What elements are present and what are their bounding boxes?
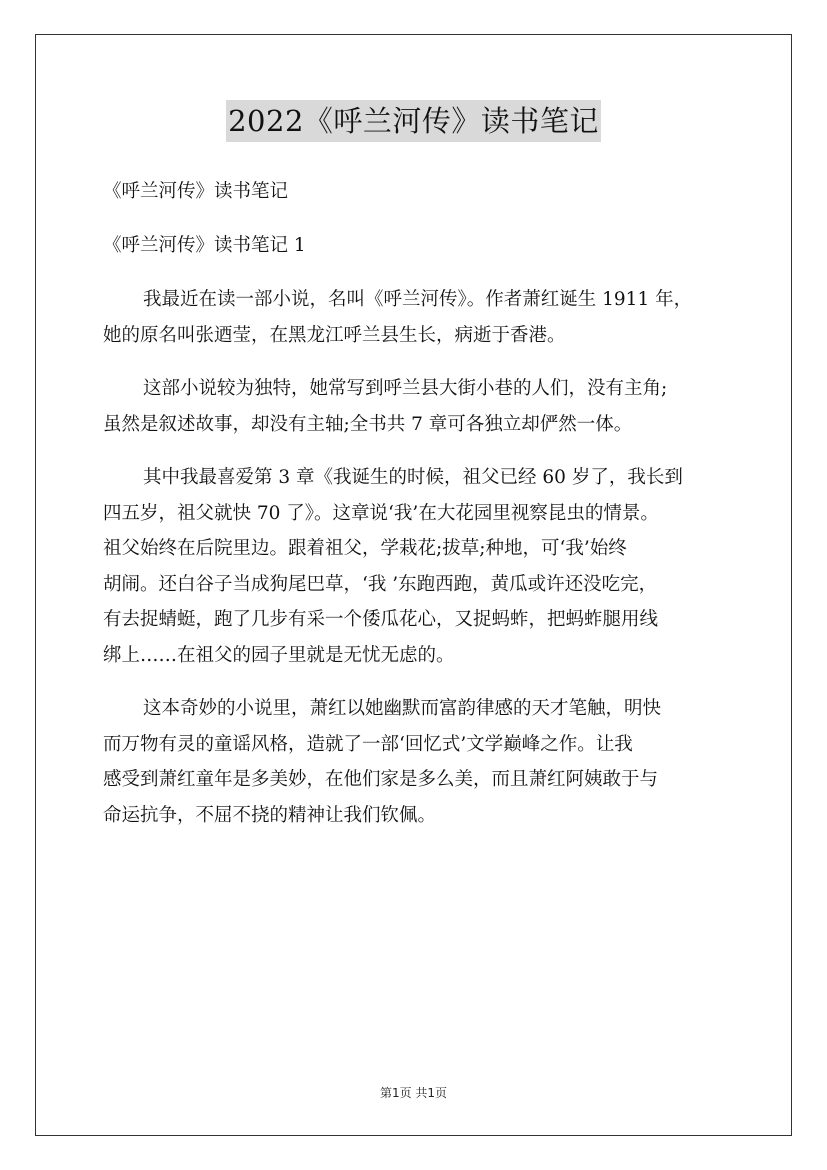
text-line: 而万物有灵的童谣风格，造就了一部‘回忆式’文学巅峰之作。让我	[103, 733, 633, 755]
page-footer: 第1页 共1页	[379, 1086, 448, 1100]
text-line: 其中我最喜爱第 3 章《我诞生的时候，祖父已经 60 岁了，我长到	[143, 467, 683, 488]
text-line: 她的原名叫张迺莹，在黑龙江呼兰县生长，病逝于香港。	[103, 324, 566, 346]
paragraph-4	[103, 691, 728, 833]
subheading: 《呼兰河传》读书笔记	[103, 181, 289, 202]
paragraph-2	[103, 371, 728, 442]
text-line: 祖父始终在后院里边。跟着祖父，学栽花;拔草;种地，可‘我’始终	[103, 538, 627, 559]
text-line: 虽然是叙述故事，却没有主轴;全书共 7 章可各独立却俨然一体。	[103, 413, 633, 435]
text-line: 我最近在读一部小说，名叫《呼兰河传》。作者萧红诞生 1911 年，	[143, 289, 693, 310]
text-line: 感受到萧红童年是多美妙，在他们家是多么美，而且萧红阿姨敢于与	[103, 769, 659, 790]
text-line: 这部小说较为独特，她常写到呼兰县大街小巷的人们，没有主角;	[143, 378, 668, 399]
subheading-numbered: 《呼兰河传》读书笔记 1	[103, 235, 306, 256]
document-title: 2022《呼兰河传》读书笔记	[226, 100, 601, 142]
title-container	[0, 100, 827, 142]
paragraph-3	[103, 460, 728, 673]
paragraph-1	[103, 282, 728, 353]
text-line: 绑上……在祖父的园子里就是无忧无虑的。	[103, 644, 455, 666]
text-line: 这本奇妙的小说里，萧红以她幽默而富韵律感的天才笔触，明快	[143, 698, 662, 719]
text-line: 有去捉蜻蜓，跑了几步有采一个倭瓜花心，又捉蚂蚱，把蚂蚱腿用线	[103, 609, 659, 630]
document-body	[103, 174, 728, 851]
text-line: 四五岁，祖父就快 70 了》。这章说‘我’在大花园里视察昆虫的情景。	[103, 502, 659, 524]
text-line: 胡闹。还白谷子当成狗尾巴草，‘我 ’东跑西跑，黄瓜或许还没吃完，	[103, 573, 658, 595]
text-line: 命运抗争，不屈不挠的精神让我们钦佩。	[103, 804, 437, 826]
